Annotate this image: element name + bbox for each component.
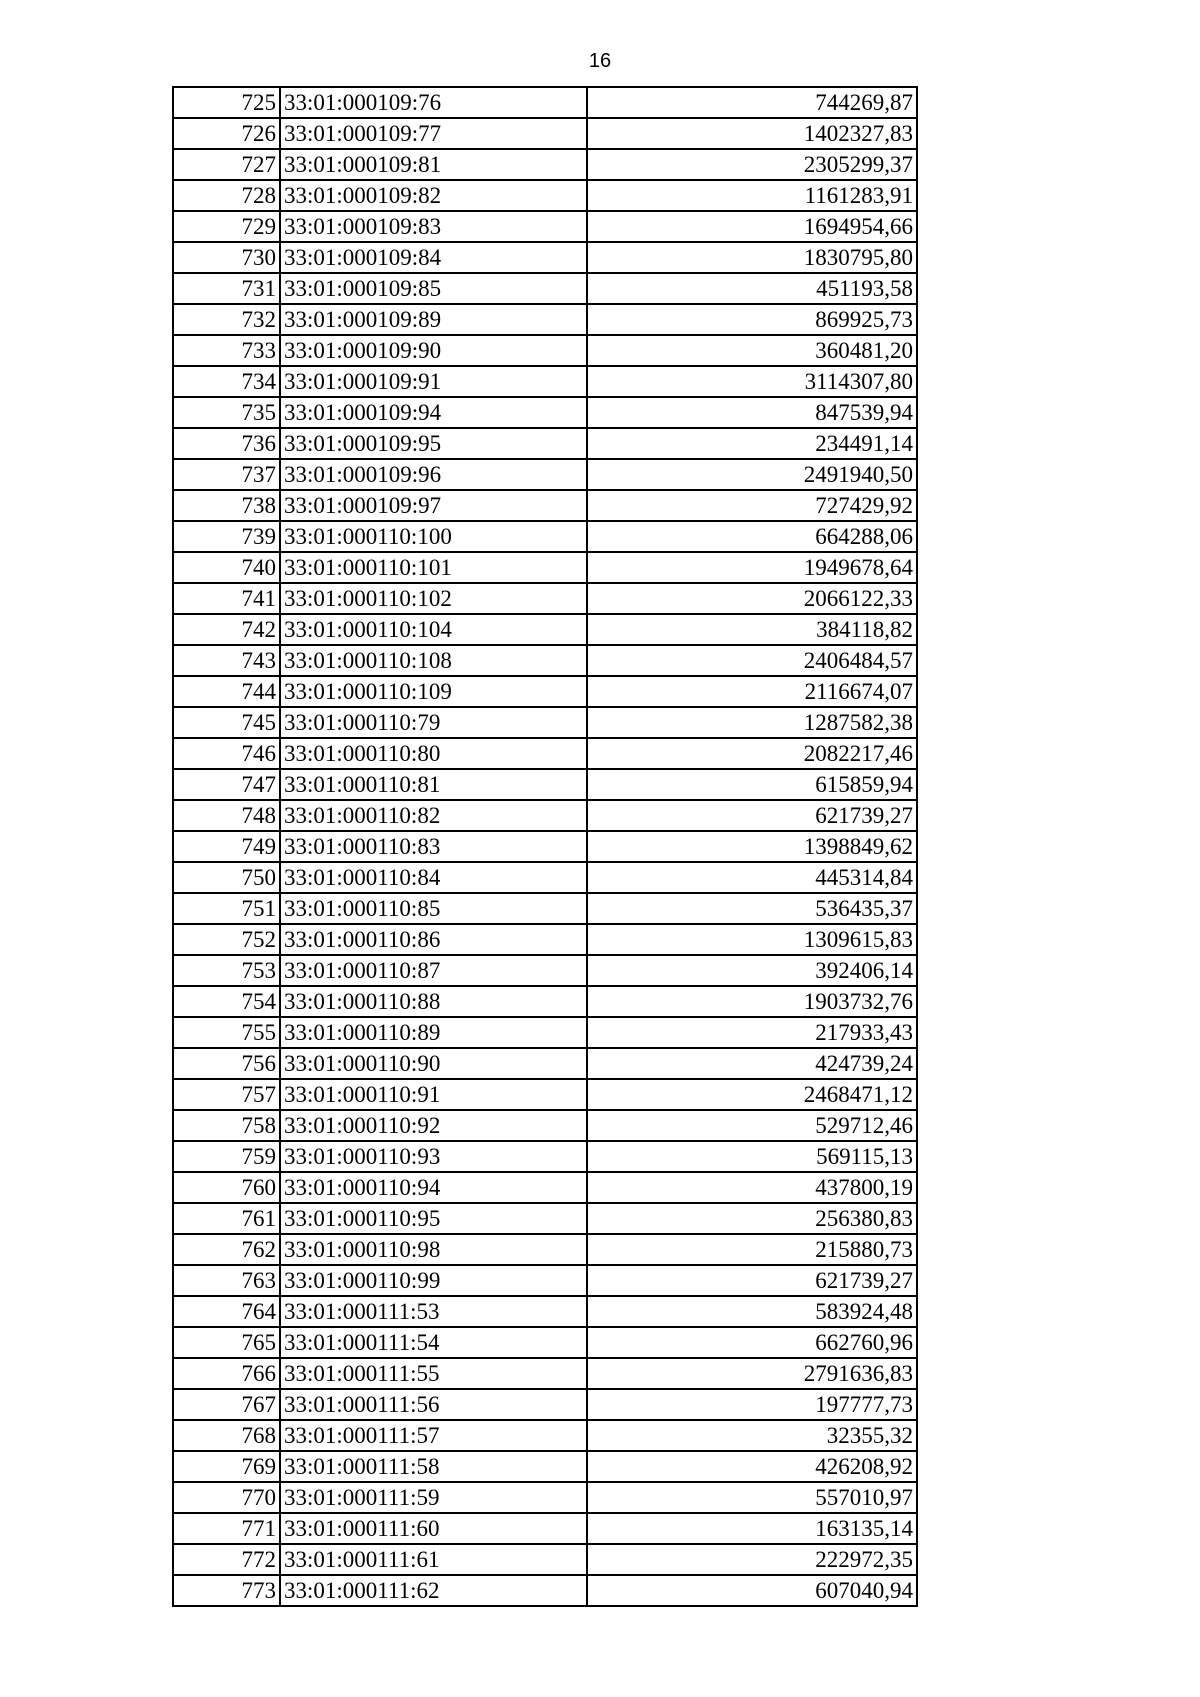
table-row	[173, 552, 917, 583]
cadastral-value-cell: 557010,97	[587, 1482, 917, 1513]
row-number-cell: 745	[173, 707, 280, 738]
table-row	[173, 273, 917, 304]
row-number-cell: 763	[173, 1265, 280, 1296]
row-number-cell: 729	[173, 211, 280, 242]
cadastral-number-cell: 33:01:000110:91	[280, 1079, 587, 1110]
cadastral-value-cell: 847539,94	[587, 397, 917, 428]
cadastral-value-cell: 215880,73	[587, 1234, 917, 1265]
cadastral-value-cell: 32355,32	[587, 1420, 917, 1451]
row-number-cell: 725	[173, 87, 280, 118]
table-row	[173, 1389, 917, 1420]
row-number-cell: 757	[173, 1079, 280, 1110]
cadastral-value-cell: 621739,27	[587, 800, 917, 831]
cadastral-number-cell: 33:01:000110:80	[280, 738, 587, 769]
table-row	[173, 335, 917, 366]
row-number-cell: 756	[173, 1048, 280, 1079]
row-number-cell: 728	[173, 180, 280, 211]
row-number-cell: 735	[173, 397, 280, 428]
table-row	[173, 676, 917, 707]
cadastral-value-cell: 2491940,50	[587, 459, 917, 490]
table-row	[173, 1048, 917, 1079]
cadastral-number-cell: 33:01:000110:81	[280, 769, 587, 800]
table-row	[173, 1017, 917, 1048]
table-row	[173, 304, 917, 335]
cadastral-number-cell: 33:01:000110:98	[280, 1234, 587, 1265]
table-row	[173, 1482, 917, 1513]
cadastral-value-cell: 426208,92	[587, 1451, 917, 1482]
row-number-cell: 767	[173, 1389, 280, 1420]
row-number-cell: 743	[173, 645, 280, 676]
cadastral-value-cell: 197777,73	[587, 1389, 917, 1420]
row-number-cell: 766	[173, 1358, 280, 1389]
table-body	[173, 87, 917, 1606]
row-number-cell: 739	[173, 521, 280, 552]
table-row	[173, 955, 917, 986]
table-row	[173, 1265, 917, 1296]
cadastral-number-cell: 33:01:000110:92	[280, 1110, 587, 1141]
cadastral-number-cell: 33:01:000110:100	[280, 521, 587, 552]
row-number-cell: 769	[173, 1451, 280, 1482]
cadastral-number-cell: 33:01:000109:91	[280, 366, 587, 397]
row-number-cell: 755	[173, 1017, 280, 1048]
table-row	[173, 924, 917, 955]
cadastral-number-cell: 33:01:000109:94	[280, 397, 587, 428]
row-number-cell: 768	[173, 1420, 280, 1451]
cadastral-value-cell: 2305299,37	[587, 149, 917, 180]
cadastral-value-cell: 1694954,66	[587, 211, 917, 242]
cadastral-value-cell: 2116674,07	[587, 676, 917, 707]
row-number-cell: 773	[173, 1575, 280, 1606]
row-number-cell: 750	[173, 862, 280, 893]
cadastral-value-cell: 1161283,91	[587, 180, 917, 211]
table-row	[173, 1172, 917, 1203]
cadastral-number-cell: 33:01:000110:102	[280, 583, 587, 614]
row-number-cell: 760	[173, 1172, 280, 1203]
row-number-cell: 742	[173, 614, 280, 645]
row-number-cell: 765	[173, 1327, 280, 1358]
row-number-cell: 727	[173, 149, 280, 180]
cadastral-number-cell: 33:01:000110:95	[280, 1203, 587, 1234]
cadastral-number-cell: 33:01:000110:82	[280, 800, 587, 831]
cadastral-number-cell: 33:01:000110:83	[280, 831, 587, 862]
row-number-cell: 746	[173, 738, 280, 769]
cadastral-value-cell: 1398849,62	[587, 831, 917, 862]
row-number-cell: 761	[173, 1203, 280, 1234]
row-number-cell: 748	[173, 800, 280, 831]
cadastral-number-cell: 33:01:000110:104	[280, 614, 587, 645]
cadastral-value-cell: 536435,37	[587, 893, 917, 924]
row-number-cell: 733	[173, 335, 280, 366]
table-row	[173, 1296, 917, 1327]
cadastral-value-cell: 3114307,80	[587, 366, 917, 397]
cadastral-value-cell: 727429,92	[587, 490, 917, 521]
cadastral-number-cell: 33:01:000111:55	[280, 1358, 587, 1389]
cadastral-number-cell: 33:01:000109:84	[280, 242, 587, 273]
cadastral-number-cell: 33:01:000110:94	[280, 1172, 587, 1203]
table-row	[173, 1079, 917, 1110]
cadastral-number-cell: 33:01:000109:82	[280, 180, 587, 211]
table-row	[173, 800, 917, 831]
table-row	[173, 831, 917, 862]
row-number-cell: 771	[173, 1513, 280, 1544]
table-row	[173, 707, 917, 738]
table-row	[173, 645, 917, 676]
cadastral-value-cell: 384118,82	[587, 614, 917, 645]
cadastral-number-cell: 33:01:000109:89	[280, 304, 587, 335]
cadastral-number-cell: 33:01:000110:85	[280, 893, 587, 924]
cadastral-value-cell: 1830795,80	[587, 242, 917, 273]
table-row	[173, 862, 917, 893]
row-number-cell: 740	[173, 552, 280, 583]
table-row	[173, 1451, 917, 1482]
page-number: 16	[588, 50, 612, 72]
cadastral-value-cell: 621739,27	[587, 1265, 917, 1296]
cadastral-value-cell: 2791636,83	[587, 1358, 917, 1389]
cadastral-value-cell: 217933,43	[587, 1017, 917, 1048]
cadastral-value-cell: 569115,13	[587, 1141, 917, 1172]
table-row	[173, 397, 917, 428]
row-number-cell: 730	[173, 242, 280, 273]
table-row	[173, 1513, 917, 1544]
cadastral-value-cell: 869925,73	[587, 304, 917, 335]
table-row	[173, 893, 917, 924]
cadastral-value-cell: 437800,19	[587, 1172, 917, 1203]
cadastral-value-cell: 445314,84	[587, 862, 917, 893]
cadastral-number-cell: 33:01:000110:86	[280, 924, 587, 955]
row-number-cell: 752	[173, 924, 280, 955]
row-number-cell: 772	[173, 1544, 280, 1575]
cadastral-number-cell: 33:01:000111:59	[280, 1482, 587, 1513]
cadastral-number-cell: 33:01:000111:53	[280, 1296, 587, 1327]
cadastral-value-cell: 2468471,12	[587, 1079, 917, 1110]
cadastral-number-cell: 33:01:000111:58	[280, 1451, 587, 1482]
cadastral-value-cell: 664288,06	[587, 521, 917, 552]
row-number-cell: 731	[173, 273, 280, 304]
cadastral-number-cell: 33:01:000111:56	[280, 1389, 587, 1420]
row-number-cell: 741	[173, 583, 280, 614]
row-number-cell: 734	[173, 366, 280, 397]
cadastral-number-cell: 33:01:000110:84	[280, 862, 587, 893]
table-row	[173, 1327, 917, 1358]
cadastral-number-cell: 33:01:000109:77	[280, 118, 587, 149]
cadastral-value-cell: 607040,94	[587, 1575, 917, 1606]
row-number-cell: 762	[173, 1234, 280, 1265]
table-row	[173, 769, 917, 800]
cadastral-value-cell: 256380,83	[587, 1203, 917, 1234]
table-row	[173, 366, 917, 397]
cadastral-value-cell: 392406,14	[587, 955, 917, 986]
cadastral-number-cell: 33:01:000110:93	[280, 1141, 587, 1172]
table-row	[173, 242, 917, 273]
table-row	[173, 149, 917, 180]
cadastral-value-cell: 234491,14	[587, 428, 917, 459]
table-row	[173, 87, 917, 118]
cadastral-value-cell: 1287582,38	[587, 707, 917, 738]
table-row	[173, 428, 917, 459]
cadastral-number-cell: 33:01:000109:83	[280, 211, 587, 242]
cadastral-value-cell: 360481,20	[587, 335, 917, 366]
row-number-cell: 764	[173, 1296, 280, 1327]
cadastral-value-cell: 424739,24	[587, 1048, 917, 1079]
cadastral-value-cell: 451193,58	[587, 273, 917, 304]
table-row	[173, 1141, 917, 1172]
row-number-cell: 732	[173, 304, 280, 335]
cadastral-number-cell: 33:01:000109:76	[280, 87, 587, 118]
cadastral-value-cell: 529712,46	[587, 1110, 917, 1141]
cadastral-value-cell: 583924,48	[587, 1296, 917, 1327]
row-number-cell: 754	[173, 986, 280, 1017]
cadastral-number-cell: 33:01:000110:101	[280, 552, 587, 583]
table-row	[173, 1544, 917, 1575]
cadastral-value-cell: 2406484,57	[587, 645, 917, 676]
cadastral-number-cell: 33:01:000110:108	[280, 645, 587, 676]
table-row	[173, 583, 917, 614]
table-row	[173, 521, 917, 552]
row-number-cell: 758	[173, 1110, 280, 1141]
cadastral-number-cell: 33:01:000109:81	[280, 149, 587, 180]
cadastral-number-cell: 33:01:000111:57	[280, 1420, 587, 1451]
table-row	[173, 1358, 917, 1389]
row-number-cell: 770	[173, 1482, 280, 1513]
cadastral-value-cell: 222972,35	[587, 1544, 917, 1575]
cadastral-number-cell: 33:01:000109:97	[280, 490, 587, 521]
cadastral-number-cell: 33:01:000110:90	[280, 1048, 587, 1079]
cadastral-value-cell: 662760,96	[587, 1327, 917, 1358]
table-row	[173, 490, 917, 521]
cadastral-number-cell: 33:01:000111:54	[280, 1327, 587, 1358]
cadastral-value-cell: 163135,14	[587, 1513, 917, 1544]
table-row	[173, 738, 917, 769]
cadastral-number-cell: 33:01:000111:61	[280, 1544, 587, 1575]
cadastral-value-cell: 1309615,83	[587, 924, 917, 955]
cadastral-number-cell: 33:01:000109:95	[280, 428, 587, 459]
cadastral-value-cell: 2082217,46	[587, 738, 917, 769]
table-row	[173, 180, 917, 211]
table-row	[173, 1420, 917, 1451]
row-number-cell: 747	[173, 769, 280, 800]
table-row	[173, 211, 917, 242]
table-row	[173, 459, 917, 490]
cadastral-value-cell: 744269,87	[587, 87, 917, 118]
cadastral-number-cell: 33:01:000109:90	[280, 335, 587, 366]
cadastral-number-cell: 33:01:000111:62	[280, 1575, 587, 1606]
row-number-cell: 736	[173, 428, 280, 459]
table-row	[173, 1575, 917, 1606]
row-number-cell: 749	[173, 831, 280, 862]
cadastral-value-cell: 1949678,64	[587, 552, 917, 583]
cadastral-number-cell: 33:01:000110:87	[280, 955, 587, 986]
cadastral-number-cell: 33:01:000110:99	[280, 1265, 587, 1296]
cadastral-number-cell: 33:01:000110:89	[280, 1017, 587, 1048]
table-row	[173, 1110, 917, 1141]
table-row	[173, 614, 917, 645]
cadastral-number-cell: 33:01:000110:79	[280, 707, 587, 738]
cadastral-number-cell: 33:01:000111:60	[280, 1513, 587, 1544]
cadastral-value-cell: 2066122,33	[587, 583, 917, 614]
table-row	[173, 118, 917, 149]
cadastral-number-cell: 33:01:000110:88	[280, 986, 587, 1017]
row-number-cell: 726	[173, 118, 280, 149]
cadastral-value-cell: 1903732,76	[587, 986, 917, 1017]
row-number-cell: 738	[173, 490, 280, 521]
row-number-cell: 737	[173, 459, 280, 490]
cadastral-number-cell: 33:01:000110:109	[280, 676, 587, 707]
row-number-cell: 751	[173, 893, 280, 924]
table-row	[173, 986, 917, 1017]
cadastral-number-cell: 33:01:000109:96	[280, 459, 587, 490]
row-number-cell: 759	[173, 1141, 280, 1172]
table-row	[173, 1203, 917, 1234]
table-row	[173, 1234, 917, 1265]
cadastral-value-cell: 615859,94	[587, 769, 917, 800]
row-number-cell: 753	[173, 955, 280, 986]
cadastral-value-table	[172, 86, 918, 1607]
cadastral-number-cell: 33:01:000109:85	[280, 273, 587, 304]
row-number-cell: 744	[173, 676, 280, 707]
cadastral-value-cell: 1402327,83	[587, 118, 917, 149]
